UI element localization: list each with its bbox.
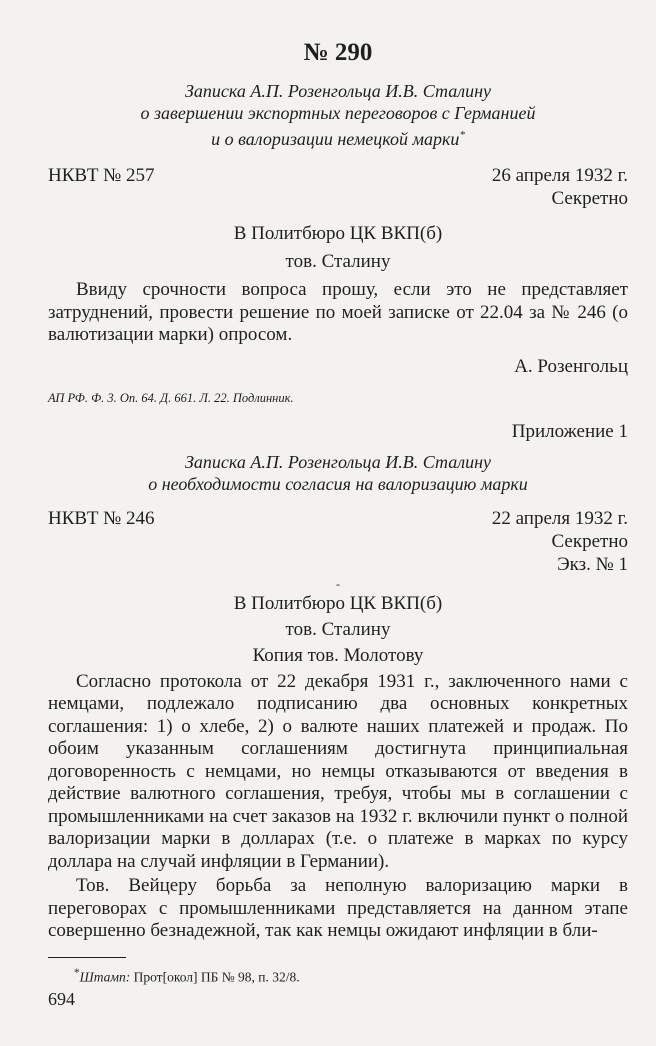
page-number: 694: [48, 989, 75, 1009]
header-row: [48, 164, 628, 187]
appendix-date: 22 апреля 1932 г.: [491, 507, 628, 529]
reference-number: НКВТ № 257: [48, 165, 155, 186]
appendix-paragraph-1: Согласно протокола от 22 декабря 1931 г., заключенного нами с немцами, подлежало подписанию два основных конкретных соглашения: 1) о хлебе, 2) о валюте наших платежей и продаж. По обоим указанным соглашениям достигнута принципиальная договоренность с немцами, но немцы отказываются от введения в действие валютного соглашения, требуя, чтобы мы в соглашении с промышленниками на счет заказов на 1932 г. включили пункт о полной валоризации марки в долларах (т.е. о платеже в марках по курсу доллара на случай инфляции в Германии).: [48, 670, 628, 872]
appendix-title-line-2: о необходимости согласия на валоризацию марки: [148, 473, 528, 494]
document-title-line-3: [48, 124, 628, 150]
document-title-line-1: Записка А.П. Розенгольца И.В. Сталину: [185, 81, 491, 101]
appendix-paragraph-2: Тов. Вейцеру борьба за неполную валоризацию марки в переговорах с промышленниками представляется на данном этапе совершенно безнадежной, так как немцы ожидают инфляции в бли-: [48, 875, 628, 941]
title-line-3-text: и о валоризации немецкой марки: [211, 129, 460, 149]
appendix-header-row: [48, 507, 628, 530]
body-paragraph: Ввиду срочности вопроса прошу, если это не представляет затруднений, провести решение по моей записке от 22.04 за № 246 (о валютизации марки) опросом.: [48, 279, 628, 345]
appendix-addressee-molotov: Копия тов. Молотову: [252, 644, 424, 666]
appendix-reference-number: НКВТ № 246: [48, 507, 155, 529]
appendix-label: Приложение 1: [511, 420, 628, 442]
appendix-addressee-politburo: В Политбюро ЦК ВКП(б): [233, 592, 443, 614]
classification: Секретно: [551, 188, 628, 209]
appendix-title-line-1: Записка А.П. Розенгольца И.В. Сталину: [185, 451, 491, 472]
appendix-addressee-stalin: тов. Сталину: [285, 618, 391, 640]
dash-mark: -: [336, 576, 340, 591]
document-number: № 290: [303, 39, 373, 66]
appendix-classification: Секретно: [551, 530, 628, 552]
footnote-text: Прот[окол] ПБ № 98, п. 32/8.: [130, 969, 300, 984]
title-footnote-mark: *: [459, 129, 465, 141]
addressee-politburo: В Политбюро ЦК ВКП(б): [233, 223, 443, 244]
footnote-separator: [48, 957, 126, 958]
footnote-label: Штамп:: [79, 969, 131, 984]
footnote-mark: *: [74, 966, 80, 979]
document-date: 26 апреля 1932 г.: [491, 165, 628, 186]
addressee-stalin: тов. Сталину: [285, 251, 391, 272]
appendix-copy-number: Экз. № 1: [557, 553, 628, 575]
document-title-line-2: о завершении экспортных переговоров с Германией: [140, 103, 536, 123]
footnote: [74, 964, 628, 987]
signature: А. Розенгольц: [514, 355, 628, 377]
archive-reference: АП РФ. Ф. 3. Оп. 64. Д. 661. Л. 22. Подлинник.: [48, 390, 294, 405]
document-page: [48, 24, 628, 986]
